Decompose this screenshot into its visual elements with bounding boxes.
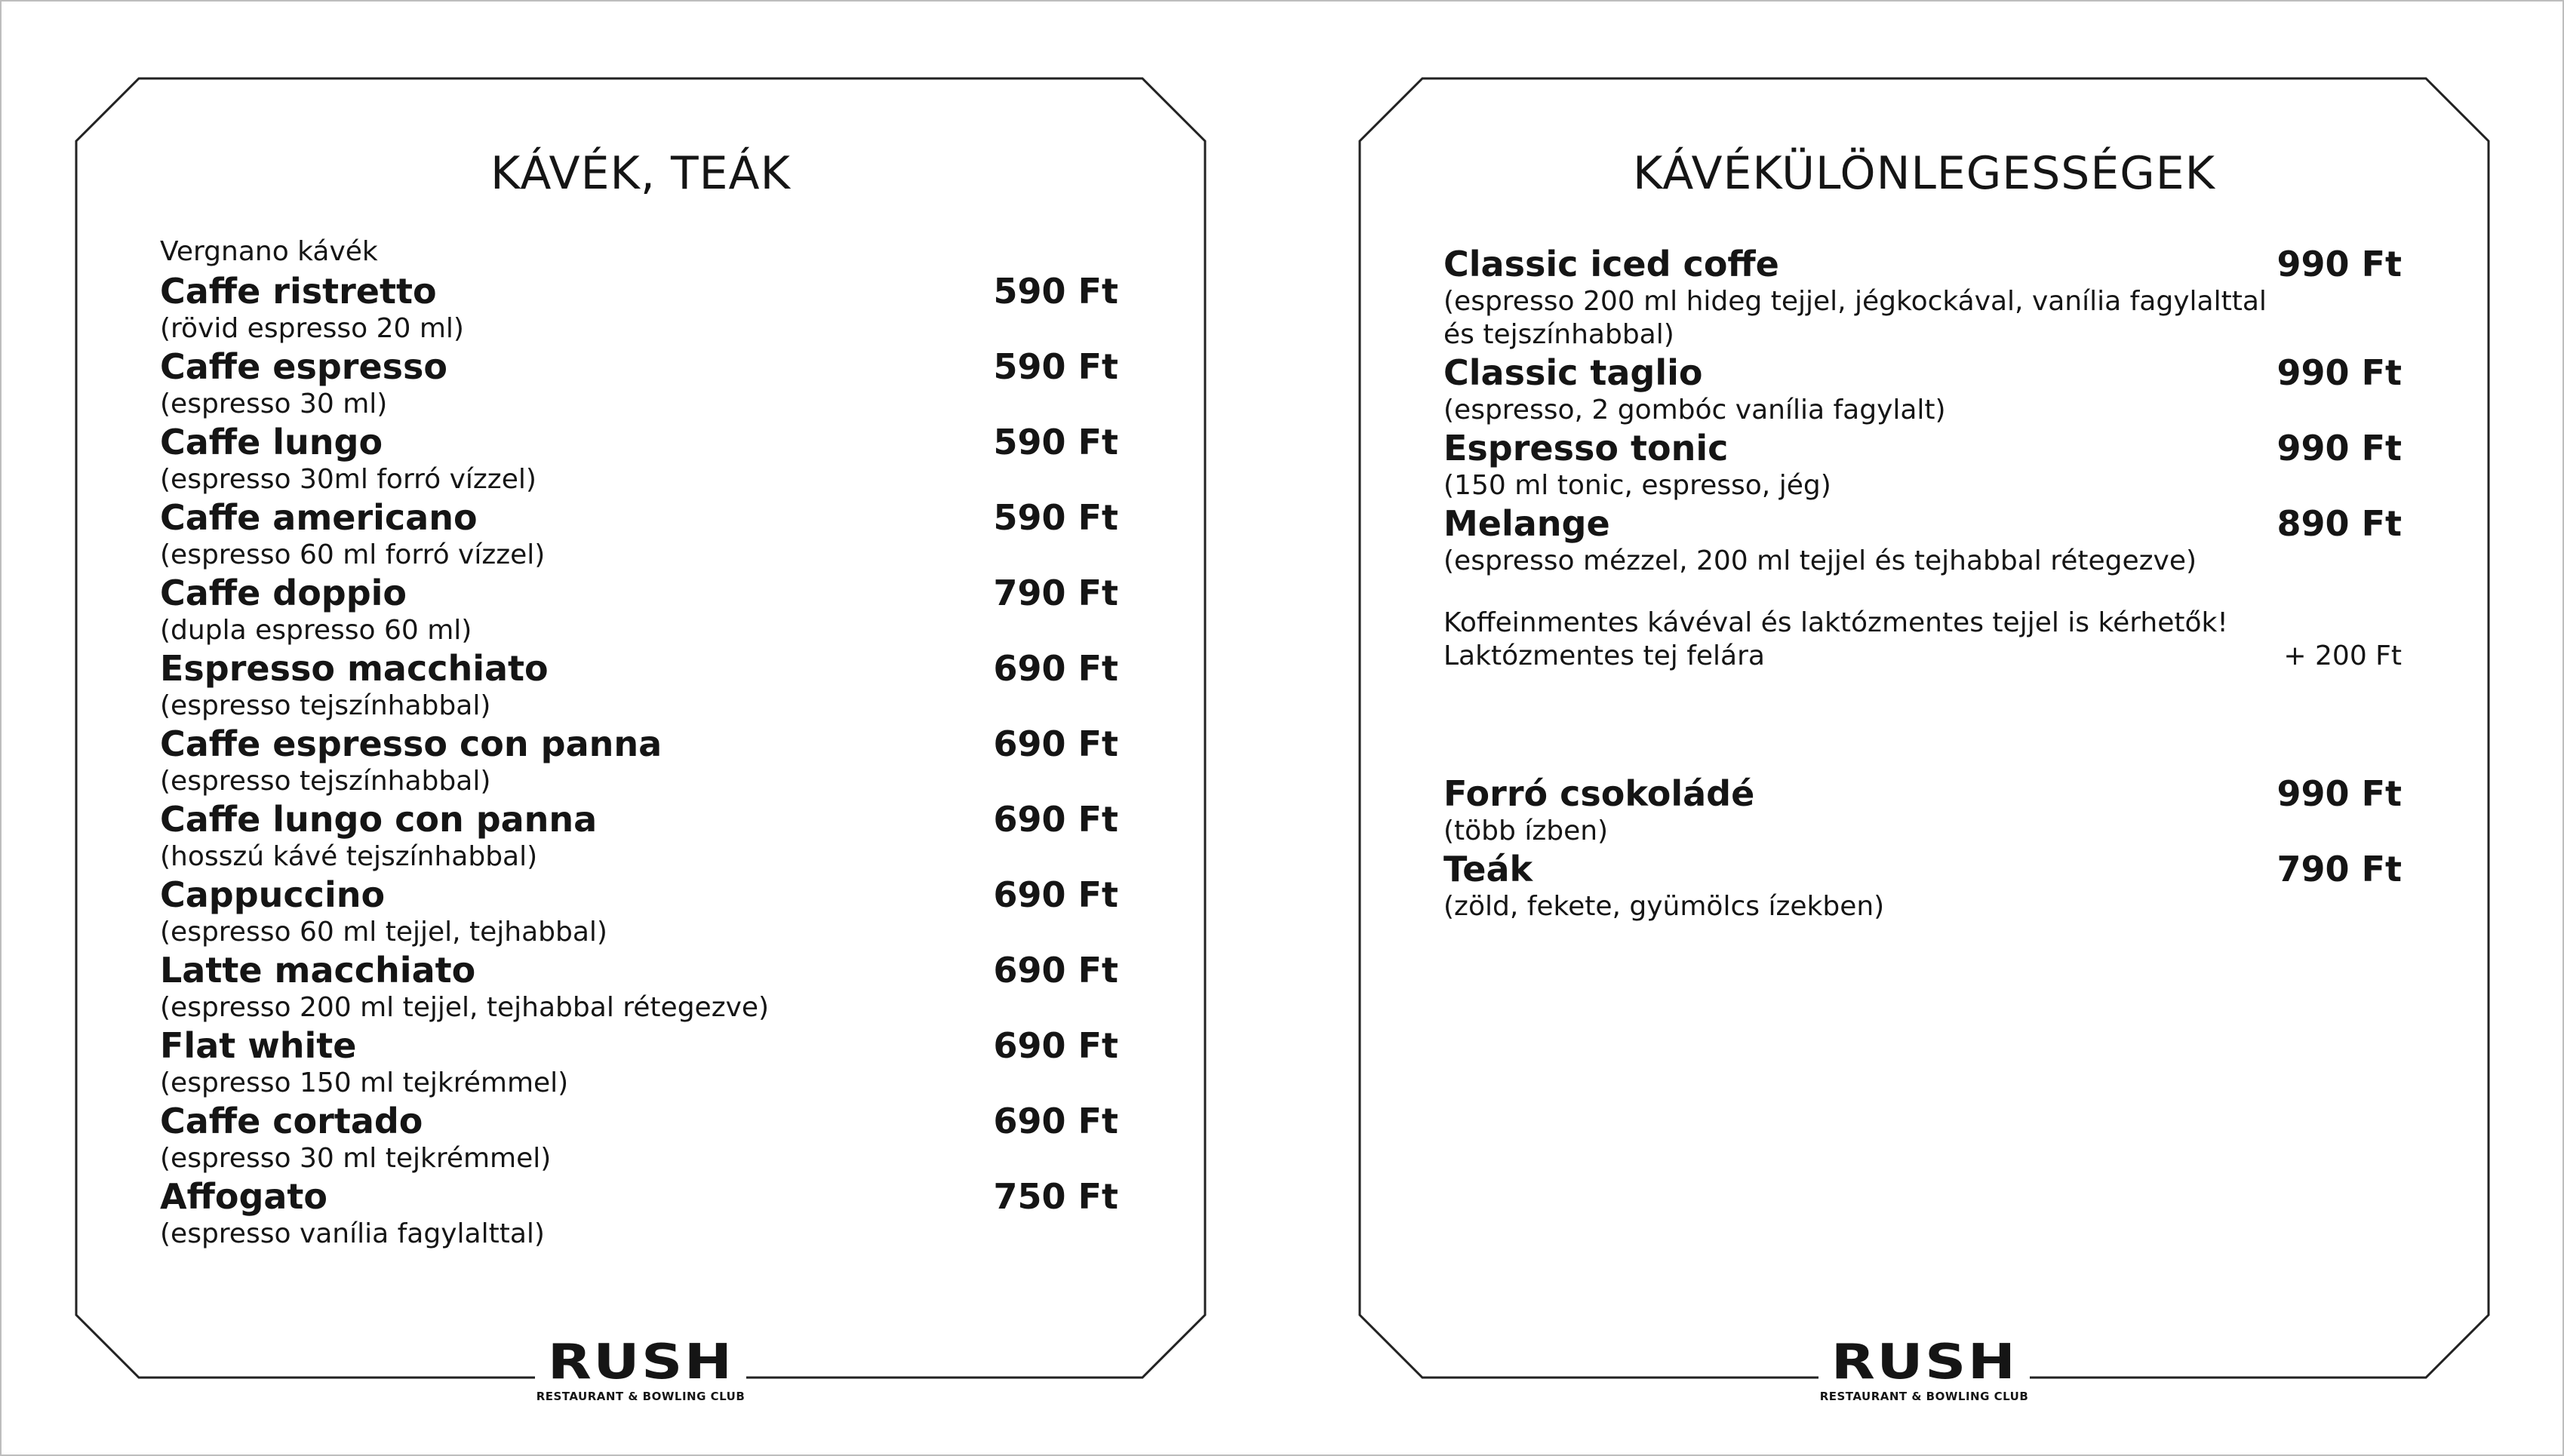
menu-item [160,496,1118,572]
rush-logo [1818,1335,2030,1414]
section-note: Vergnano kávék [160,236,378,267]
logo-wordmark: RUSH [547,1335,734,1390]
item-name: Forró csokoládé [1443,773,1755,814]
surcharge-price: + 200 Ft [2283,640,2402,671]
item-name: Espresso macchiato [160,648,549,689]
item-price: 790 Ft [993,573,1118,613]
item-name: Caffe americano [160,497,478,538]
menu-item [1443,352,2402,427]
decaf-note [1443,607,2402,640]
item-description: (több ízben) [1443,816,1609,846]
item-description: (espresso tejszínhabbal) [160,766,491,797]
menu-item [160,874,1118,949]
item-price: 690 Ft [993,874,1118,915]
item-description: (zöld, fekete, gyümölcs ízekben) [1443,891,1885,922]
menu-item [160,798,1118,874]
item-description: (espresso 150 ml tejkrémmel) [160,1067,569,1098]
rush-logo [535,1335,746,1414]
item-name: Melange [1443,503,1610,544]
menu-item [1443,773,2402,848]
item-price: 990 Ft [2277,428,2402,468]
logo-tagline: RESTAURANT & BOWLING CLUB [536,1390,746,1403]
panel-title: KÁVÉKÜLÖNLEGESSÉGEK [1632,147,2216,200]
item-name: Classic iced coffe [1443,244,1779,284]
item-description: (espresso mézzel, 200 ml tejjel és tejhabbal rétegezve) [1443,545,2197,576]
item-name: Affogato [160,1176,328,1217]
item-price: 990 Ft [2277,244,2402,284]
menu-item [1443,502,2402,578]
item-description: (espresso, 2 gombóc vanília fagylalt) [1443,395,1946,425]
menu-item [160,346,1118,421]
item-price: 590 Ft [993,422,1118,462]
item-description: (espresso 60 ml forró vízzel) [160,539,546,570]
item-name: Caffe lungo con panna [160,799,598,840]
item-price: 690 Ft [993,799,1118,840]
item-description: (rövid espresso 20 ml) [160,313,464,344]
menu-panel-coffee-specialties [1358,77,2490,1403]
item-price: 750 Ft [993,1176,1118,1217]
item-name: Cappuccino [160,874,386,915]
item-price: 890 Ft [2277,503,2402,544]
item-price: 690 Ft [993,648,1118,689]
item-name: Caffe ristretto [160,271,437,312]
item-description: (espresso vanília fagylalttal) [160,1218,545,1249]
item-description: (espresso 200 ml tejjel, tejhabbal rétegezve) [160,992,770,1023]
logo-wordmark: RUSH [1831,1335,2018,1390]
menu-item [160,572,1118,647]
item-description: (espresso 30 ml) [160,389,388,419]
item-description: (hosszú kávé tejszínhabbal) [160,841,538,872]
menu-panel-coffees-teas [75,77,1207,1403]
menu-item [160,421,1118,496]
item-name: Caffe cortado [160,1101,423,1141]
item-description: (espresso 30ml forró vízzel) [160,464,536,495]
item-name: Latte macchiato [160,950,476,991]
item-price: 690 Ft [993,723,1118,764]
item-name: Caffe lungo [160,422,383,462]
surcharge-label: Laktózmentes tej felára [1443,640,1765,671]
menu-item [160,1024,1118,1100]
item-price: 590 Ft [993,346,1118,387]
item-name: Flat white [160,1025,357,1066]
menu-item [160,949,1118,1024]
menu-item [160,1175,1118,1251]
item-description: (espresso 60 ml tejjel, tejhabbal) [160,917,607,948]
item-name: Caffe espresso [160,346,448,387]
menu-item [1443,427,2402,502]
menu-item [1443,243,2402,352]
item-name: Espresso tonic [1443,428,1729,468]
item-name: Caffe espresso con panna [160,723,663,764]
item-description: (dupla espresso 60 ml) [160,615,472,646]
panel-title: KÁVÉK, TEÁK [490,147,791,200]
item-price: 790 Ft [2277,849,2402,889]
item-price: 690 Ft [993,950,1118,991]
logo-tagline: RESTAURANT & BOWLING CLUB [1819,1390,2029,1403]
item-price: 690 Ft [993,1101,1118,1141]
menu-item [1443,848,2402,923]
item-description: (150 ml tonic, espresso, jég) [1443,470,1831,501]
item-price: 690 Ft [993,1025,1118,1066]
item-price: 590 Ft [993,271,1118,312]
item-description: (espresso 30 ml tejkrémmel) [160,1143,552,1174]
item-description: (espresso tejszínhabbal) [160,690,491,721]
item-name: Teák [1443,849,1533,889]
item-price: 590 Ft [993,497,1118,538]
item-name: Classic taglio [1443,352,1703,393]
item-price: 990 Ft [2277,773,2402,814]
item-price: 990 Ft [2277,352,2402,393]
menu-item [160,647,1118,723]
item-description: (espresso 200 ml hideg tejjel, jégkockával, vanília fagylalttal és tejszínhabbal) [1443,286,2267,350]
menu-item [160,723,1118,798]
decaf-note-text: Koffeinmentes kávéval és laktózmentes tejjel is kérhetők! [1443,607,2228,638]
lactose-free-surcharge [1443,640,2402,673]
menu-item [160,270,1118,346]
item-name: Caffe doppio [160,573,407,613]
menu-item [160,1100,1118,1175]
